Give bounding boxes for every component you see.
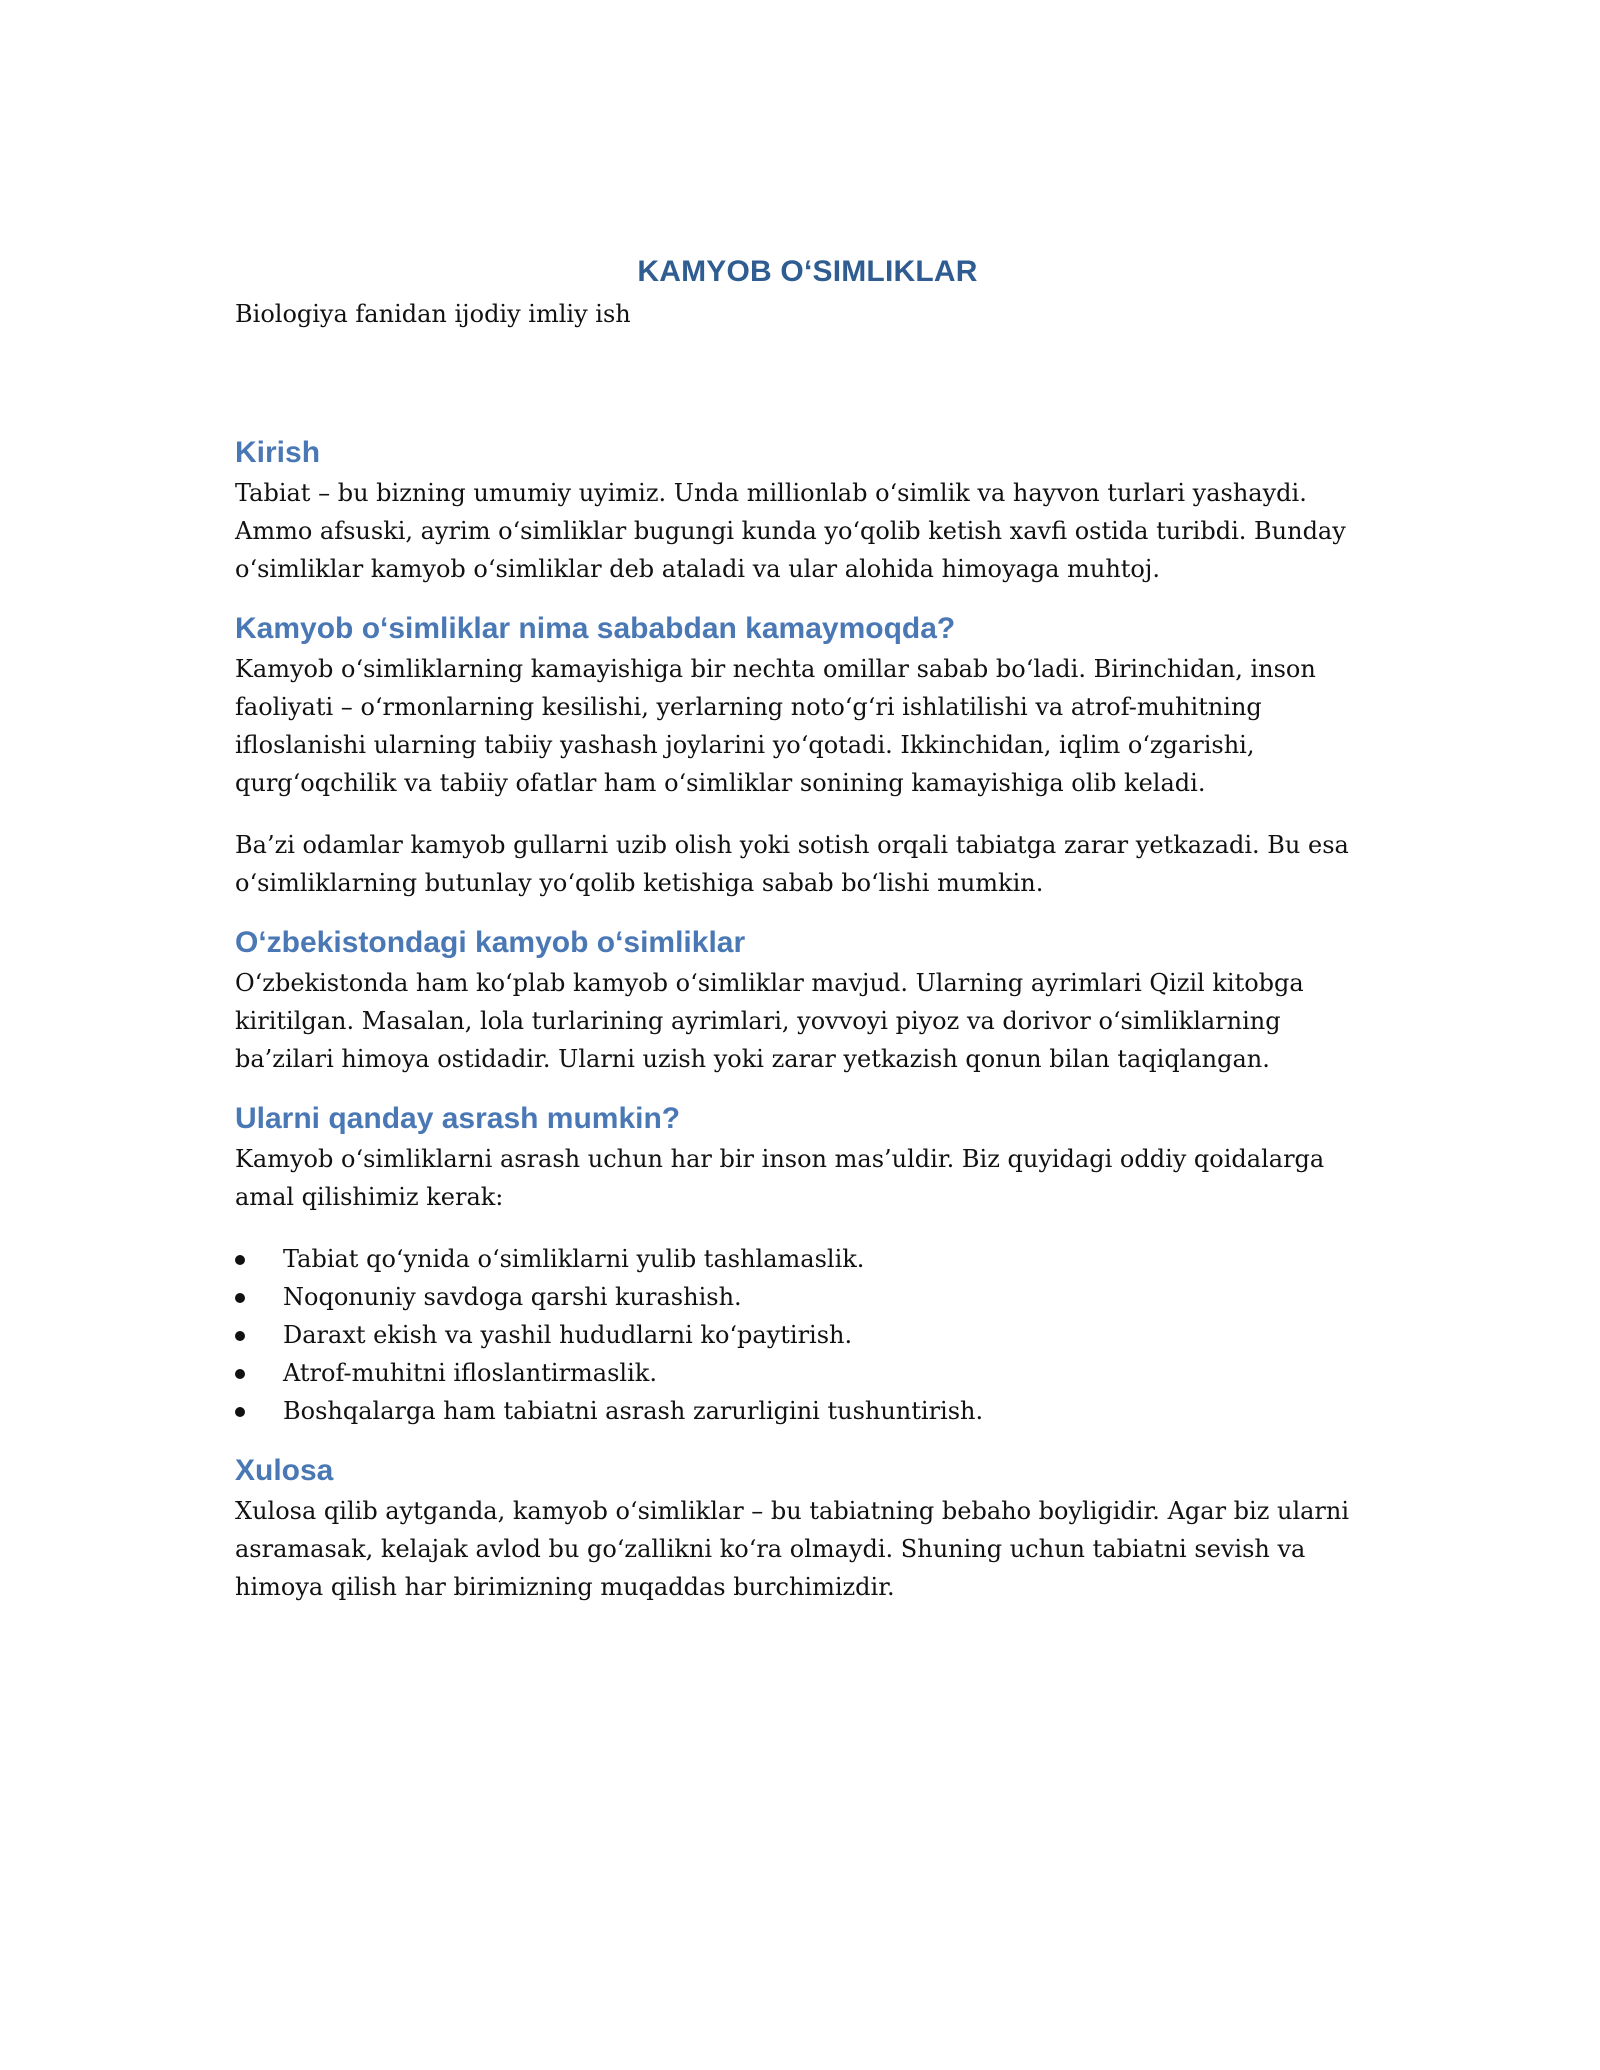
bullet-icon [235,1331,245,1341]
section-heading: Kirish [235,436,321,469]
document-body [235,250,1380,1626]
paragraph: Kamyob o‘simliklarning kamayishiga bir nechta omillar sabab bo‘ladi. Birinchidan, inson faoliyati – o‘rmonlarning kesilishi, yerlarning noto‘g‘ri ishlatilishi va atrof-muhitning ifloslanishi ularning tabiiy yashash joylarini yo‘qotadi. Ikkinchidan, iqlim o‘zgarishi, qurg‘oqchilik va tabiiy ofatlar ham o‘simliklar sonining kamayishiga olib keladi. [235,655,1316,797]
title-spacer [235,334,1380,432]
bullet-icon [235,1407,245,1417]
document-title: KAMYOB O‘SIMLIKLAR [637,255,978,288]
section-kirish [235,432,1380,588]
document-subtitle: Biologiya fanidan ijodiy imliy ish [235,300,631,328]
paragraph: Kamyob o‘simliklarni asrash uchun har bir inson mas’uldir. Biz quyidagi oddiy qoidalarga amal qilishimiz kerak: [235,1145,1325,1211]
list-item-text: Noqonuniy savdoga qarshi kurashish. [283,1283,742,1311]
section-heading: Xulosa [235,1454,334,1487]
paragraph: O‘zbekistonda ham ko‘plab kamyob o‘simliklar mavjud. Ularning ayrimlari Qizil kitobga kiritilgan. Masalan, lola turlarining ayrimlari, yovvoyi piyoz va dorivor o‘simliklarning ba’zilari himoya ostidadir. Ularni uzish yoki zarar yetkazish qonun bilan taqiqlangan. [235,969,1304,1073]
paragraph: Tabiat – bu bizning umumiy uyimiz. Unda millionlab o‘simlik va hayvon turlari yashaydi. Ammo afsuski, ayrim o‘simliklar bugungi kunda yo‘qolib ketish xavfi ostida turibdi. Bunday o‘simliklar kamyob o‘simliklar deb ataladi va ular alohida himoyaga muhtoj. [235,479,1346,583]
bullet-icon [235,1255,245,1265]
list-item [235,1240,1380,1278]
section-heading: O‘zbekistondagi kamyob o‘simliklar [235,926,746,959]
list-item-text: Daraxt ekish va yashil hududlarni ko‘paytirish. [283,1321,853,1349]
list-item [235,1392,1380,1430]
section-uzbekistan [235,922,1380,1078]
list-item [235,1354,1380,1392]
list-item-text: Boshqalarga ham tabiatni asrash zarurligini tushuntirish. [283,1397,984,1425]
section-reasons [235,608,1380,902]
section-heading: Ularni qanday asrash mumkin? [235,1102,681,1135]
list-item [235,1278,1380,1316]
bullet-list [235,1240,1380,1430]
list-item-text: Tabiat qo‘ynida o‘simliklarni yulib tashlamaslik. [283,1245,865,1273]
section-heading: Kamyob o‘simliklar nima sababdan kamaymoqda? [235,612,956,645]
section-xulosa [235,1450,1380,1606]
paragraph: Xulosa qilib aytganda, kamyob o‘simliklar – bu tabiatning bebaho boyligidir. Agar biz ularni asramasak, kelajak avlod bu go‘zallikni ko‘ra olmaydi. Shuning uchun tabiatni sevish va himoya qilish har birimizning muqaddas burchimizdir. [235,1497,1350,1601]
list-item [235,1316,1380,1354]
list-item-text: Atrof-muhitni ifloslantirmaslik. [283,1359,657,1387]
section-protection [235,1098,1380,1430]
bullet-icon [235,1369,245,1379]
bullet-icon [235,1293,245,1303]
paragraph: Ba’zi odamlar kamyob gullarni uzib olish yoki sotish orqali tabiatga zarar yetkazadi. Bu esa o‘simliklarning butunlay yo‘qolib ketishiga sabab bo‘lishi mumkin. [235,831,1349,897]
